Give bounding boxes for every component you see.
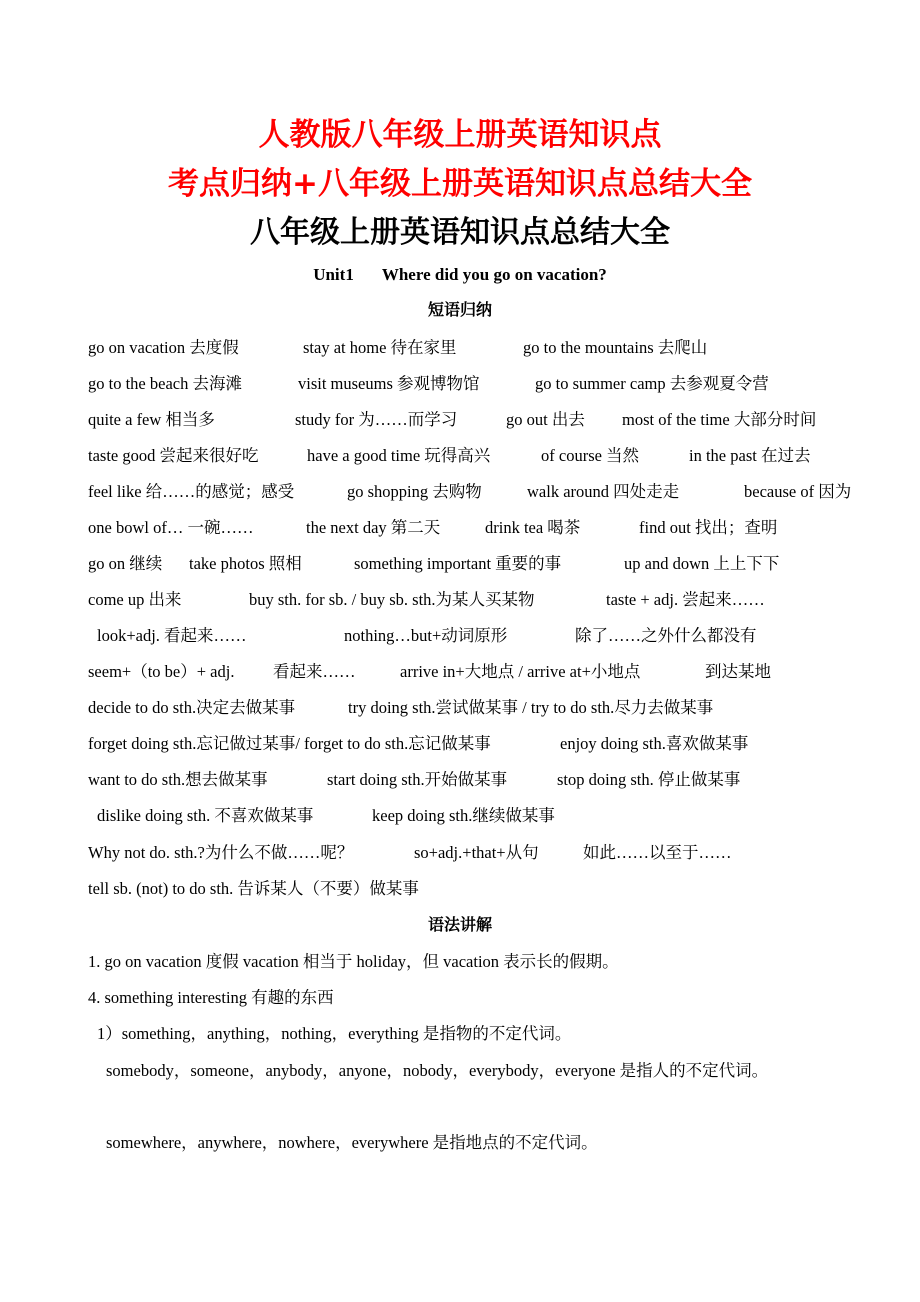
phrase-item: study for 为……而学习 bbox=[295, 410, 458, 429]
phrase-item: Why not do. sth.?为什么不做……呢？ bbox=[88, 843, 354, 862]
phrase-item: the next day 第二天 bbox=[306, 518, 441, 537]
phrase-item: one bowl of… 一碗…… bbox=[88, 518, 254, 537]
phrase-line bbox=[0, 623, 920, 649]
phrase-item: find out 找出；查明 bbox=[639, 518, 778, 537]
phrase-item: quite a few 相当多 bbox=[88, 410, 215, 429]
phrase-item: go on 继续 bbox=[88, 554, 163, 573]
phrase-item: drink tea 喝茶 bbox=[485, 518, 581, 537]
phrase-item: taste + adj. 尝起来…… bbox=[606, 590, 765, 609]
phrase-line bbox=[0, 840, 920, 866]
phrase-item: look+adj. 看起来…… bbox=[97, 626, 247, 645]
phrase-item: enjoy doing sth.喜欢做某事 bbox=[560, 734, 749, 753]
phrase-item: go on vacation 去度假 bbox=[88, 338, 239, 357]
phrase-item: decide to do sth.决定去做某事 bbox=[88, 698, 296, 717]
phrase-line bbox=[0, 407, 920, 433]
unit-heading bbox=[0, 264, 920, 286]
phrase-item: go to summer camp 去参观夏令营 bbox=[535, 374, 769, 393]
phrase-item: because of 因为 bbox=[744, 482, 852, 501]
phrase-item: buy sth. for sb. / buy sb. sth.为某人买某物 bbox=[249, 590, 535, 609]
main-title-line-2: 考点归纳+八年级上册英语知识点总结大全 bbox=[168, 166, 752, 202]
phrase-item: seem+（to be）+ adj. bbox=[88, 662, 235, 681]
phrase-line bbox=[0, 803, 920, 829]
phrase-item: taste good 尝起来很好吃 bbox=[88, 446, 259, 465]
phrase-item: try doing sth.尝试做某事 / try to do sth.尽力去做某事 bbox=[348, 698, 714, 717]
phrase-item: nothing…but+动词原形 bbox=[344, 626, 508, 645]
phrase-item: take photos 照相 bbox=[189, 554, 302, 573]
phrase-item: dislike doing sth. 不喜欢做某事 bbox=[97, 806, 314, 825]
phrase-item: feel like 给……的感觉；感受 bbox=[88, 482, 295, 501]
phrase-line bbox=[0, 443, 920, 469]
phrase-item: visit museums 参观博物馆 bbox=[298, 374, 480, 393]
phrase-item: stop doing sth. 停止做某事 bbox=[557, 770, 741, 789]
phrase-line bbox=[0, 479, 920, 505]
phrase-item: walk around 四处走走 bbox=[527, 482, 680, 501]
phrase-line bbox=[0, 371, 920, 397]
phrase-item: 到达某地 bbox=[705, 662, 771, 681]
phrase-item: 除了……之外什么都没有 bbox=[575, 626, 757, 645]
phrase-item: go out 出去 bbox=[506, 410, 585, 429]
phrase-item: 如此……以至于…… bbox=[583, 843, 732, 862]
phrase-item: forget doing sth.忘记做过某事/ forget to do sth.忘记做某事 bbox=[88, 734, 491, 753]
phrase-item: up and down 上上下下 bbox=[624, 554, 780, 573]
phrase-item: in the past 在过去 bbox=[689, 446, 811, 465]
phrase-item: tell sb. (not) to do sth. 告诉某人（不要）做某事 bbox=[88, 879, 419, 898]
phrase-item: go shopping 去购物 bbox=[347, 482, 482, 501]
phrase-item: most of the time 大部分时间 bbox=[622, 410, 817, 429]
phrase-line bbox=[0, 876, 920, 902]
phrases-heading: 短语归纳 bbox=[427, 300, 492, 319]
grammar-point-1: 1. go on vacation 度假 vacation 相当于 holiday，但 vacation 表示长的假期。 bbox=[88, 952, 619, 971]
grammar-subpoint-places: somewhere，anywhere，nowhere，everywhere 是指地点的不定代词。 bbox=[106, 1133, 598, 1152]
phrase-line bbox=[0, 731, 920, 757]
phrase-item: come up 出来 bbox=[88, 590, 182, 609]
phrase-item: of course 当然 bbox=[541, 446, 640, 465]
phrase-item: 看起来…… bbox=[273, 662, 356, 681]
grammar-subpoint-things: 1）something，anything，nothing，everything 是指物的不定代词。 bbox=[97, 1024, 572, 1043]
phrase-line bbox=[0, 695, 920, 721]
phrase-item: keep doing sth.继续做某事 bbox=[372, 806, 555, 825]
sub-title: 八年级上册英语知识点总结大全 bbox=[250, 215, 670, 250]
main-title-line-1: 人教版八年级上册英语知识点 bbox=[258, 117, 662, 153]
phrase-line bbox=[0, 335, 920, 361]
phrase-line bbox=[0, 587, 920, 613]
grammar-heading: 语法讲解 bbox=[427, 915, 492, 934]
phrase-line bbox=[0, 551, 920, 577]
phrase-item: so+adj.+that+从句 bbox=[414, 843, 539, 862]
phrase-item: go to the mountains 去爬山 bbox=[523, 338, 708, 357]
phrase-item: want to do sth.想去做某事 bbox=[88, 770, 268, 789]
grammar-subpoint-people: somebody，someone，anybody，anyone，nobody，everybody，everyone 是指人的不定代词。 bbox=[106, 1061, 769, 1080]
phrase-item: something important 重要的事 bbox=[354, 554, 562, 573]
phrase-item: arrive in+大地点 / arrive at+小地点 bbox=[400, 662, 641, 681]
phrase-item: have a good time 玩得高兴 bbox=[307, 446, 491, 465]
phrase-line bbox=[0, 767, 920, 793]
grammar-point-4: 4. something interesting 有趣的东西 bbox=[88, 988, 334, 1007]
phrase-line bbox=[0, 515, 920, 541]
phrase-item: stay at home 待在家里 bbox=[303, 338, 457, 357]
unit-title: Where did you go on vacation? bbox=[381, 265, 607, 284]
phrase-item: go to the beach 去海滩 bbox=[88, 374, 242, 393]
unit-number: Unit1 bbox=[313, 265, 354, 284]
phrase-line bbox=[0, 659, 920, 685]
phrase-item: start doing sth.开始做某事 bbox=[327, 770, 508, 789]
